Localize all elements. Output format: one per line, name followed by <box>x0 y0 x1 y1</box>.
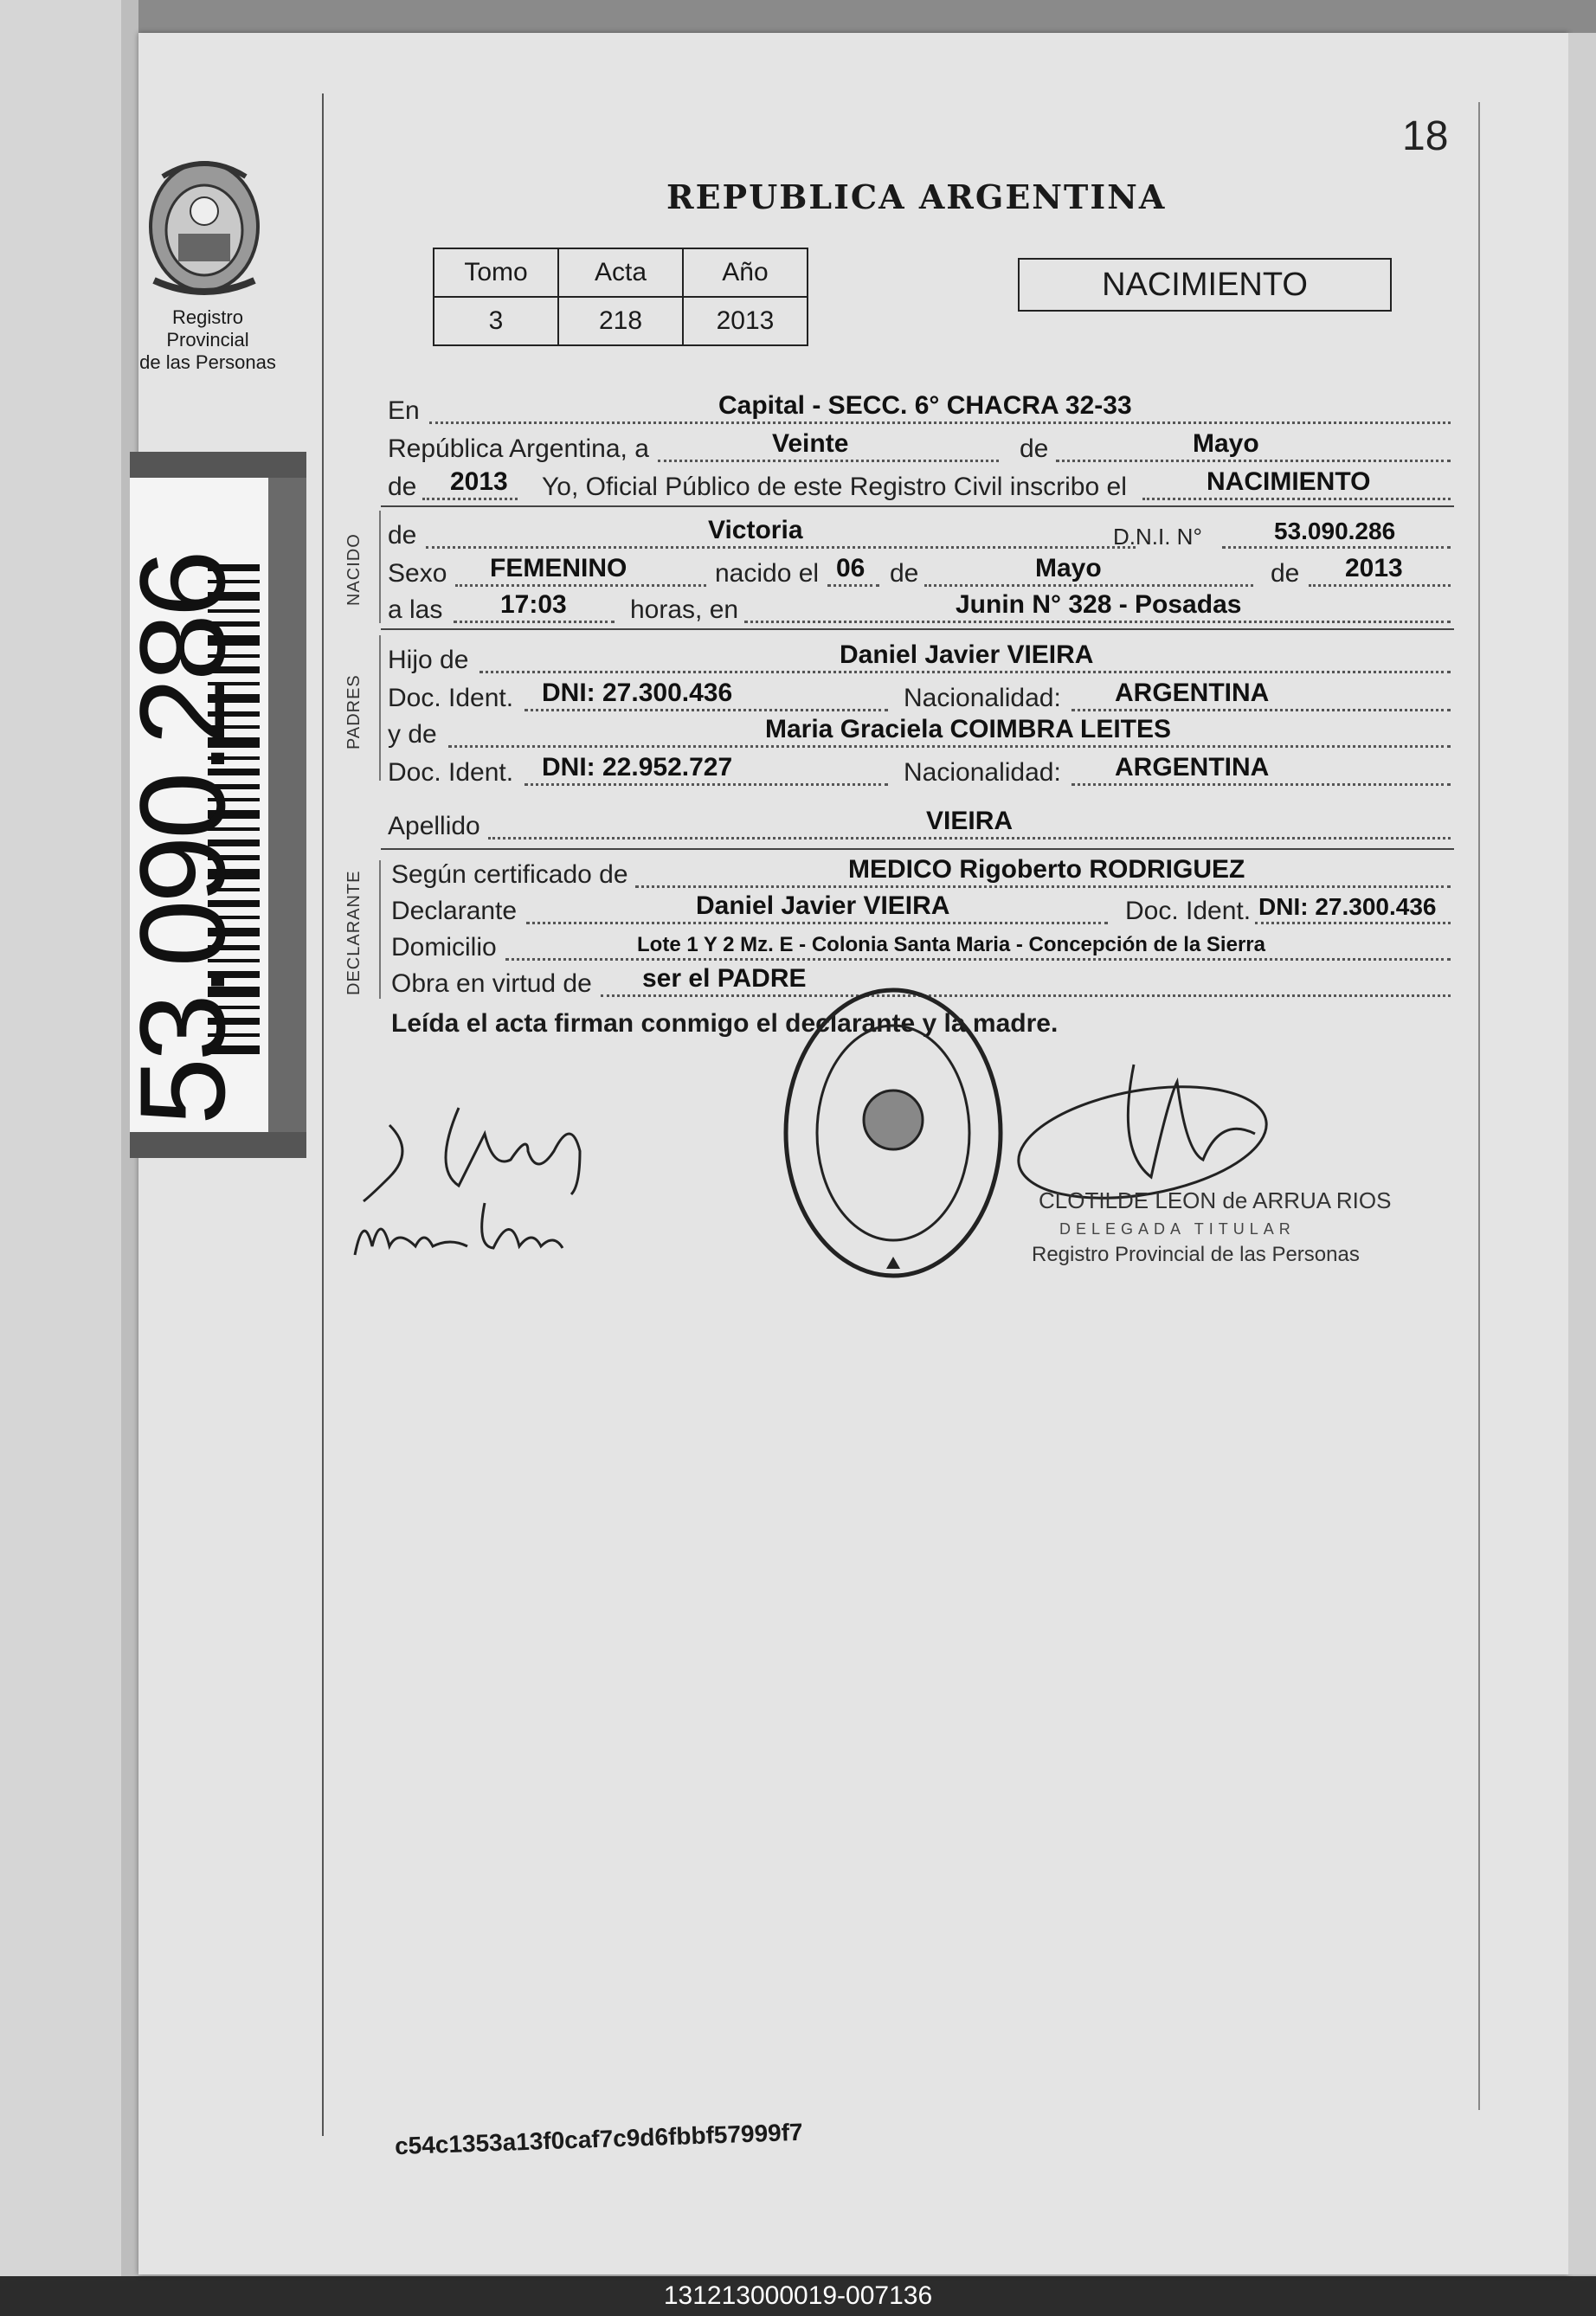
birth-place-value: Junin N° 328 - Posadas <box>956 590 1242 619</box>
act-value: NACIMIENTO <box>1207 467 1371 496</box>
field-label: de <box>1271 559 1300 588</box>
birth-month-value: Mayo <box>1035 554 1102 582</box>
mother-nationality-value: ARGENTINA <box>1115 753 1270 782</box>
field-row-name <box>388 518 1451 552</box>
child-name-value: Victoria <box>708 516 803 544</box>
registry-label <box>130 306 286 374</box>
dotted-line <box>455 584 706 587</box>
dotted-line <box>488 837 1451 840</box>
dotted-line <box>744 621 1451 623</box>
signature-official-icon <box>1013 1047 1272 1203</box>
field-label: Doc. Ident. <box>1125 897 1252 925</box>
registry-label-line2: de las Personas <box>139 351 276 373</box>
provincial-emblem-icon <box>137 151 272 303</box>
field-label: Doc. Ident. <box>388 684 514 712</box>
field-label: Doc. Ident. <box>388 758 514 787</box>
sex-value: FEMENINO <box>490 554 627 582</box>
field-row-certificate <box>388 857 1451 891</box>
binder-edge <box>138 0 1596 33</box>
certificate-value: MEDICO Rigoberto RODRIGUEZ <box>848 855 1245 884</box>
dotted-line <box>1072 783 1451 786</box>
dotted-line <box>924 584 1253 587</box>
field-row-father <box>388 642 1451 677</box>
dotted-line <box>524 709 888 711</box>
official-stamp-icon <box>779 981 1007 1284</box>
declarant-doc-value: DNI: 27.300.436 <box>1258 893 1437 920</box>
act-table-value: 218 <box>558 297 683 345</box>
father-name-value: Daniel Javier VIEIRA <box>840 640 1094 669</box>
field-label: Obra en virtud de <box>391 969 592 998</box>
act-table-value: 2013 <box>683 297 808 345</box>
registry-label-line1: Registro Provincial <box>166 306 249 351</box>
field-row-place <box>388 393 1451 428</box>
section-bracket <box>379 511 381 623</box>
field-row-address <box>388 930 1451 964</box>
field-row-sex <box>388 556 1451 590</box>
official-name: CLOTILDE LEON de ARRUA RIOS <box>1039 1187 1392 1213</box>
field-label: a las <box>388 595 443 624</box>
scan-caption: 131213000019-007136 <box>663 2281 933 2310</box>
act-type-box: NACIMIENTO <box>1018 258 1392 312</box>
dotted-line <box>1309 584 1451 587</box>
address-value: Lote 1 Y 2 Mz. E - Colonia Santa Maria - Concepción de la Sierra <box>637 933 1265 956</box>
dotted-line <box>422 498 518 500</box>
act-table-header: Acta <box>558 248 683 297</box>
section-bracket <box>379 635 381 781</box>
month-value: Mayo <box>1193 429 1259 458</box>
field-label: En <box>388 396 420 425</box>
section-divider <box>381 628 1454 630</box>
barcode-number: 53.090.286 <box>114 553 250 1125</box>
act-table-value-row <box>434 297 808 345</box>
dotted-line <box>1072 709 1451 711</box>
official-role: DELEGADA TITULAR <box>1059 1220 1296 1238</box>
act-table-value: 3 <box>434 297 558 345</box>
dotted-line <box>479 671 1451 673</box>
dotted-line <box>658 460 999 462</box>
dotted-line <box>1255 922 1451 924</box>
document-title: REPUBLICA ARGENTINA <box>666 177 1167 216</box>
dotted-line <box>827 584 879 587</box>
field-row-father-doc <box>388 680 1451 715</box>
field-row-time <box>388 592 1451 627</box>
dotted-line <box>524 783 888 786</box>
virtue-value: ser el PADRE <box>642 964 807 993</box>
field-label: y de <box>388 720 437 749</box>
mother-doc-value: DNI: 22.952.727 <box>542 753 733 782</box>
dotted-line <box>1142 498 1451 500</box>
dotted-line <box>505 958 1451 961</box>
section-divider <box>381 848 1454 850</box>
field-row-mother <box>388 717 1451 751</box>
official-office: Registro Provincial de las Personas <box>1032 1243 1360 1266</box>
signature-mother-icon <box>346 1194 571 1272</box>
section-bracket <box>379 860 381 999</box>
day-value: Veinte <box>772 429 849 458</box>
page-number: 18 <box>1402 113 1449 159</box>
place-value: Capital - SECC. 6° CHACRA 32-33 <box>718 391 1132 420</box>
birth-day-value: 06 <box>836 554 866 582</box>
year-value: 2013 <box>450 467 508 496</box>
field-label: Nacionalidad: <box>904 758 1061 787</box>
field-row-year <box>388 469 1451 504</box>
section-label-nacido: NACIDO <box>344 533 364 606</box>
father-doc-value: DNI: 27.300.436 <box>542 679 733 707</box>
mother-name-value: Maria Graciela COIMBRA LEITES <box>765 715 1172 743</box>
field-label: Nacionalidad: <box>904 684 1061 712</box>
act-table <box>433 248 808 346</box>
field-row-date <box>388 431 1451 466</box>
declarant-name-value: Daniel Javier VIEIRA <box>696 891 950 920</box>
document-hash: c54c1353a13f0caf7c9d6fbbf57999f7 <box>394 2118 804 2160</box>
section-label-declarante: DECLARANTE <box>344 870 364 995</box>
field-label: Según certificado de <box>391 860 628 889</box>
act-table-header-row <box>434 248 808 297</box>
birth-time-value: 17:03 <box>500 590 567 619</box>
section-label-padres: PADRES <box>344 674 364 749</box>
field-row-surname <box>388 808 1451 843</box>
field-label: de <box>1020 434 1049 463</box>
dotted-line <box>635 885 1451 888</box>
left-margin-line <box>322 93 324 2136</box>
field-label: de <box>388 521 417 550</box>
father-nationality-value: ARGENTINA <box>1115 679 1270 707</box>
field-label: D.N.I. N° <box>1113 524 1202 550</box>
field-label: de <box>890 559 919 588</box>
field-label: Yo, Oficial Público de este Registro Civil inscribo el <box>542 473 1127 501</box>
field-label: Hijo de <box>388 646 469 674</box>
field-label: de <box>388 473 417 501</box>
field-row-declarant <box>388 893 1451 928</box>
dotted-line <box>1056 460 1451 462</box>
child-dni-value: 53.090.286 <box>1274 518 1396 544</box>
dotted-line <box>601 994 1451 997</box>
field-label: Declarante <box>391 897 518 925</box>
dotted-line <box>448 745 1451 748</box>
field-label: horas, en <box>630 595 739 624</box>
dotted-line <box>526 922 1108 924</box>
field-label: Sexo <box>388 559 447 588</box>
dotted-line <box>426 546 1136 549</box>
act-table-header: Tomo <box>434 248 558 297</box>
field-label: República Argentina, a <box>388 434 649 463</box>
closing-statement: Leída el acta firman conmigo el declarante y la madre. <box>391 1009 1059 1038</box>
section-divider <box>381 505 1454 507</box>
birth-year-value: 2013 <box>1345 554 1403 582</box>
field-label: Apellido <box>388 812 480 840</box>
act-table-header: Año <box>683 248 808 297</box>
field-row-mother-doc <box>388 755 1451 789</box>
dotted-line <box>454 621 615 623</box>
page-stack-edge <box>1568 33 1596 2274</box>
right-margin-line <box>1478 102 1480 2110</box>
field-label: nacido el <box>715 559 820 588</box>
dotted-line <box>429 421 1451 424</box>
previous-page-edge <box>0 0 121 2276</box>
dotted-line <box>1222 546 1451 549</box>
surname-value: VIEIRA <box>926 807 1014 835</box>
field-label: Domicilio <box>391 933 497 962</box>
